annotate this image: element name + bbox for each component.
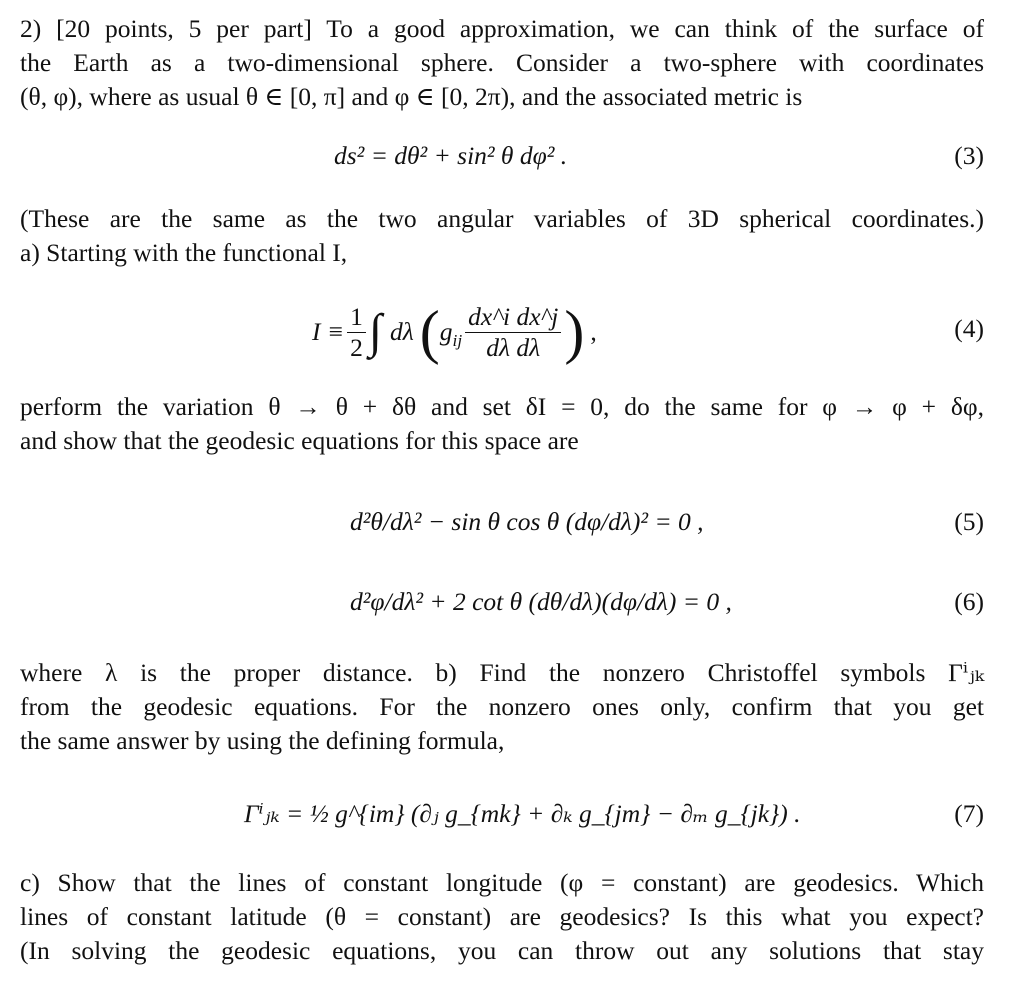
eq4-comma: , [590,317,597,346]
equation-6-body: d²φ/dλ² + 2 cot θ (dθ/dλ)(dφ/dλ) = 0 , [350,587,732,616]
eq4-g-sub: ij [452,331,463,351]
part-b-line-1: where λ is the proper distance. b) Find the nonzero Christoffel symbols Γⁱⱼₖ [20,658,984,687]
equation-3-body: ds² = dθ² + sin² θ dφ² . [334,141,568,170]
intro-line-3: (θ, φ), where as usual θ ∈ [0, π] and φ ∈ [0, 2π), and the associated metric is [20,82,803,111]
equation-4 [0,292,1024,372]
variation-line-1: perform the variation θ → θ + δθ and set δI = 0, do the same for φ → φ + δφ, [20,392,984,421]
equation-5 [0,500,1024,544]
part-c-line-3: (In solving the geodesic equations, you can throw out any solutions that stay [20,936,984,965]
intro-line-2: the Earth as a two-dimensional sphere. Consider a two-sphere with coordinates [20,48,984,77]
part-b-line-2: from the geodesic equations. For the nonzero ones only, confirm that you get [20,692,984,721]
eq4-frac-den: dλ dλ [486,332,541,362]
equation-7-number: (7) [954,799,984,828]
eq4-half-num: 1 [347,302,366,333]
equation-4-number: (4) [954,314,984,343]
equation-7-body: Γⁱⱼₖ = ½ g^{im} (∂ⱼ g_{mk} + ∂ₖ g_{jm} − ∂ₘ g_{jk}) . [244,799,801,828]
part-b-line-3: the same answer by using the defining formula, [20,726,505,755]
eq4-metric [439,317,463,351]
part-a-line: a) Starting with the functional I, [20,238,348,267]
eq4-fraction [465,302,561,363]
part-c-line-2: lines of constant latitude (θ = constant) are geodesics? Is this what you expect? [20,902,984,931]
eq4-dlambda: dλ [389,317,414,346]
eq4-half-den: 2 [350,332,363,362]
equation-7 [0,792,1024,836]
equation-5-body: d²θ/dλ² − sin θ cos θ (dφ/dλ)² = 0 , [350,507,704,536]
equation-4-body: I ≡ $\frac{1}{2}$ ∫ dλ ( $g_{ij}$ $\frac{\text{dx\textasciicircum{}i dx\textasciicircum{}j}}{\text{dλ dλ}}$ ) , [312,299,597,365]
eq4-half [347,302,366,363]
equation-3-number: (3) [954,141,984,170]
part-c-line-1: c) Show that the lines of constant longitude (φ = constant) are geodesics. Which [20,868,984,897]
equation-6-number: (6) [954,587,984,616]
eq4-lhs: I ≡ [312,317,345,346]
intro-line-1: 2) [20 points, 5 per part] To a good approximation, we can think of the surface of [20,14,984,43]
equation-6 [0,580,1024,624]
variation-line-2: and show that the geodesic equations for this space are [20,426,579,455]
equation-3 [0,136,1024,176]
eq4-frac-num: dx^i dx^j [465,302,561,333]
equation-5-number: (5) [954,507,984,536]
eq4-g: g [439,317,453,346]
paragraph-line-1: (These are the same as the two angular variables of 3D spherical coordinates.) [20,204,984,233]
